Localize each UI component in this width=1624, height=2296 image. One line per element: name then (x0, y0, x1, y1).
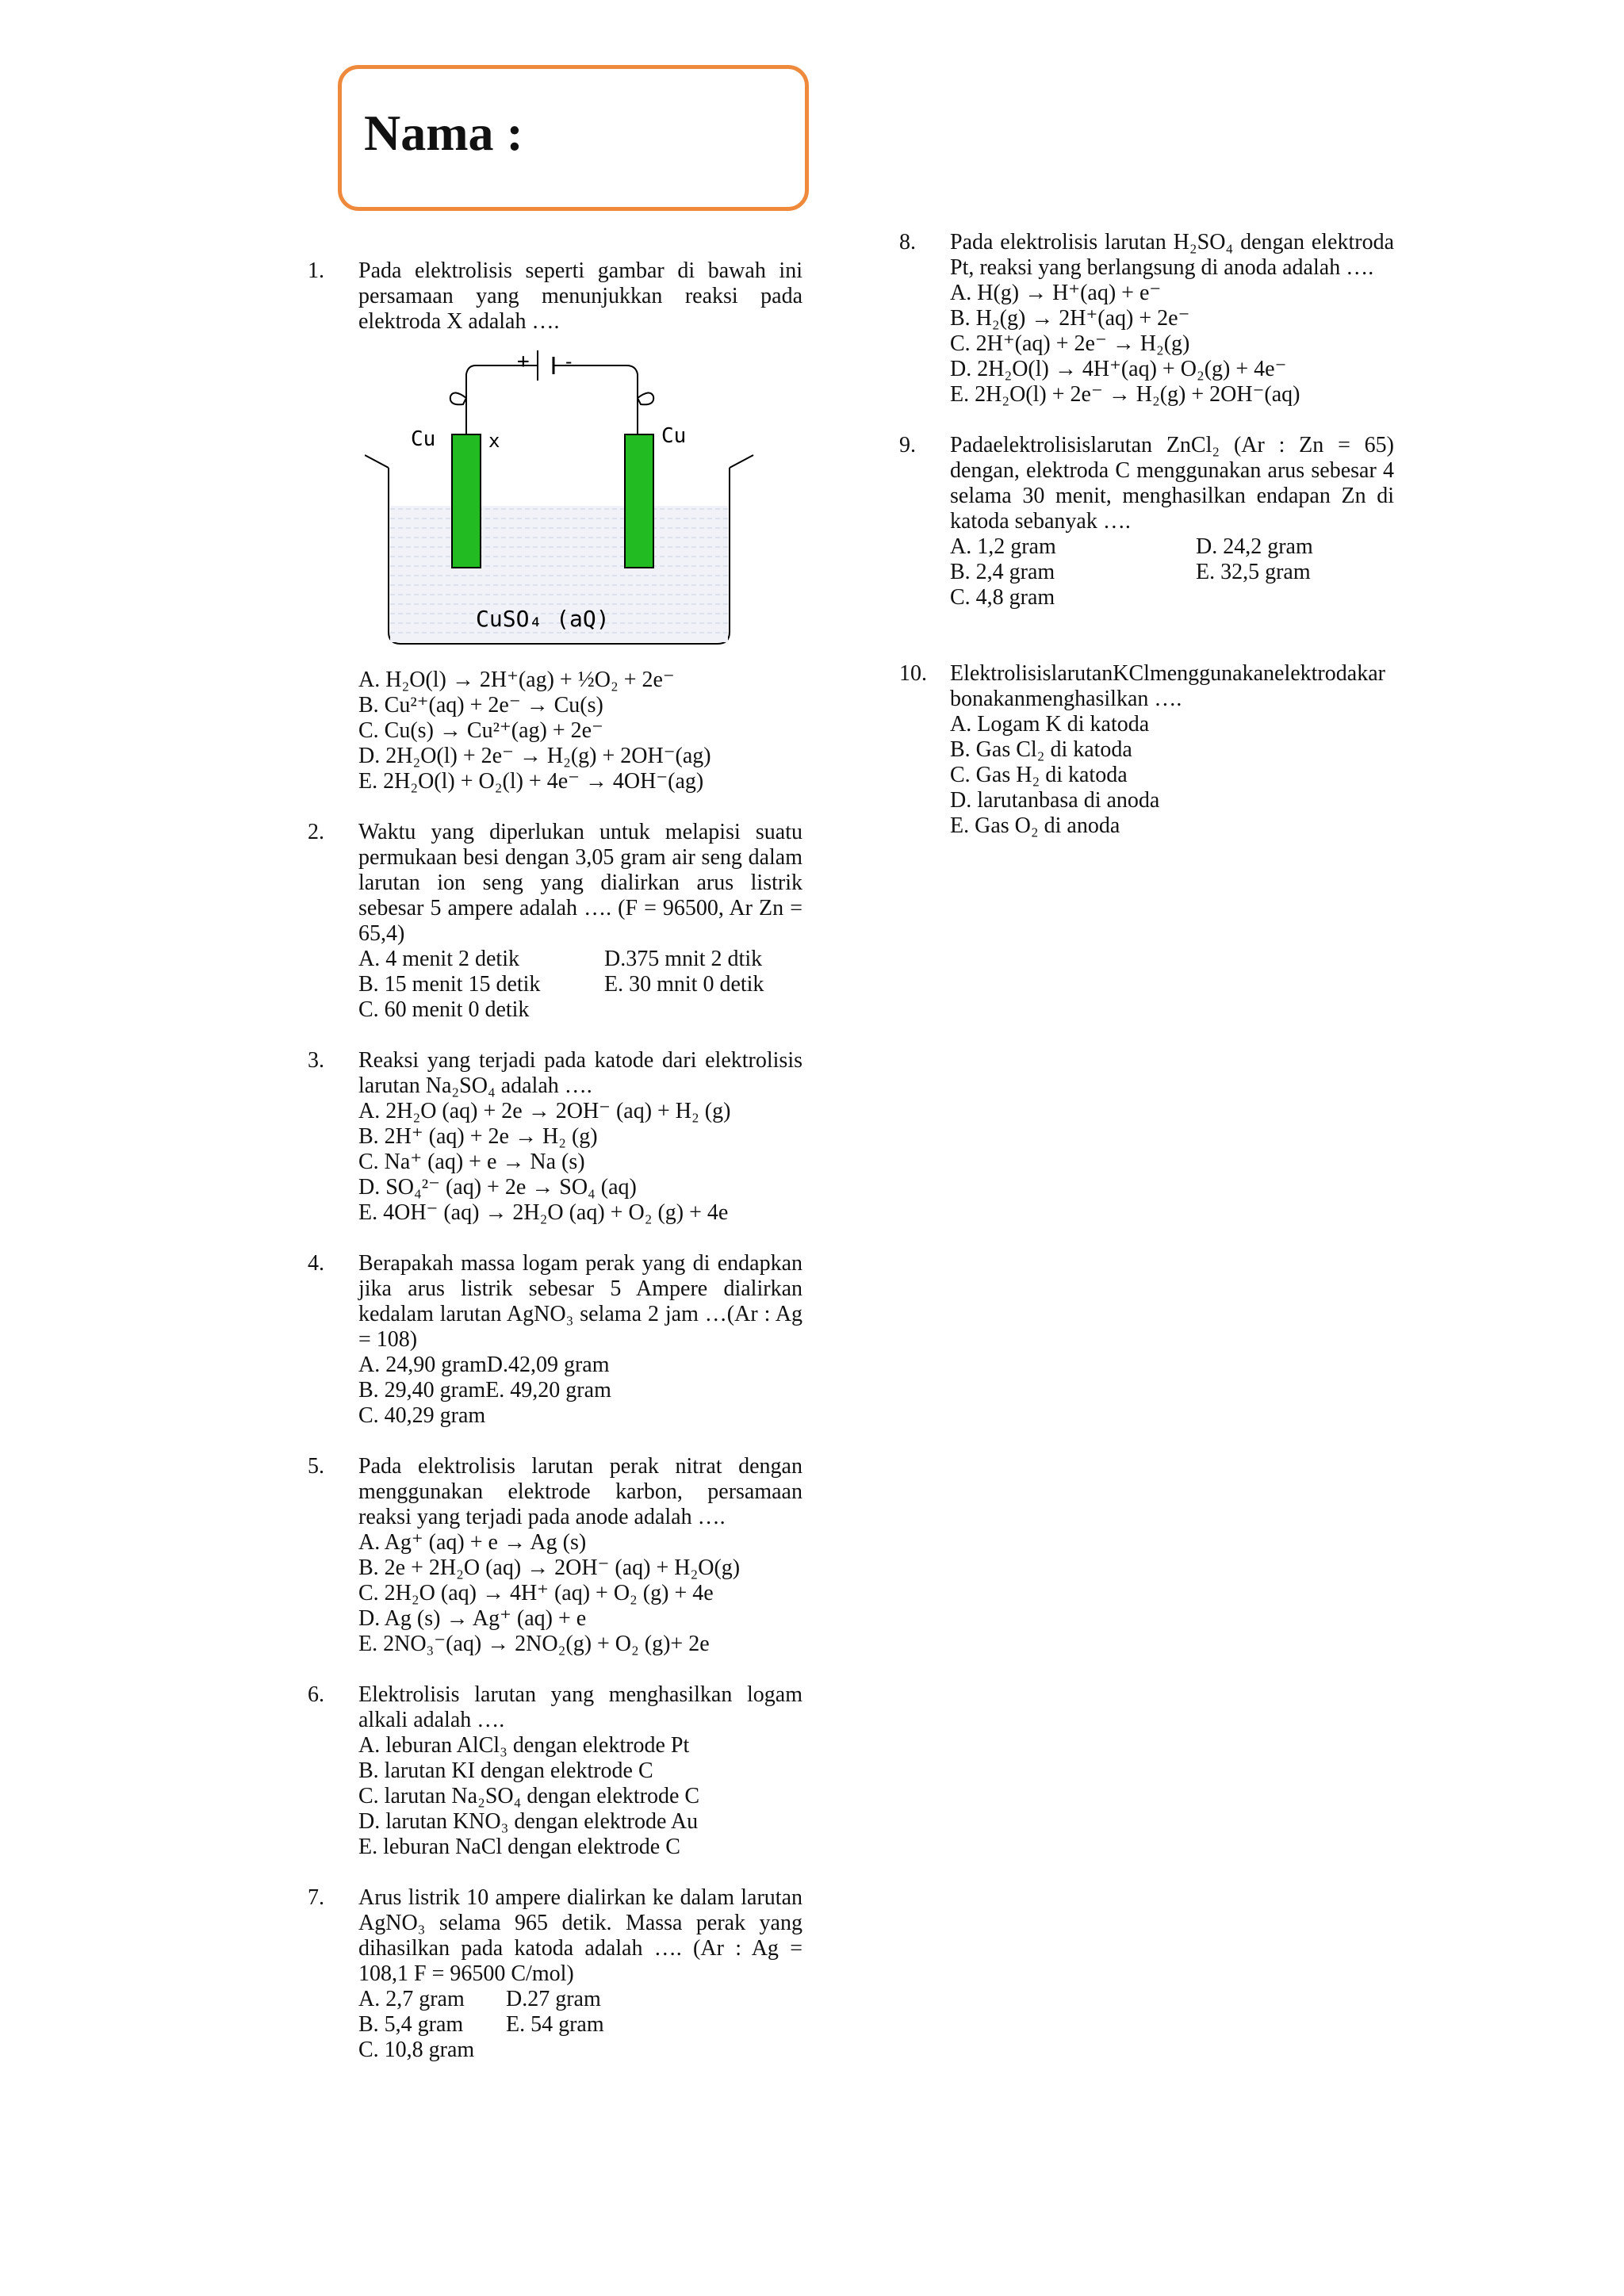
option-d: D. SO₄²⁻ (aq) + 2e → SO₄ (aq) (358, 1175, 637, 1200)
option-a: A. H(g) → H⁺(aq) + e⁻ (950, 281, 1162, 305)
option-c: C. 40,29 gram (358, 1403, 486, 1428)
option-a: A. 2,7 gram (358, 1987, 465, 2011)
option-a: A. 2H₂O (aq) + 2e → 2OH⁻ (aq) + H₂ (g) (358, 1099, 731, 1123)
electrolysis-diagram (365, 350, 761, 652)
option-d: D. 2H₂O(l) → 4H⁺(aq) + O₂(g) + 4e⁻ (950, 357, 1287, 381)
option-c: C. 2H⁺(aq) + 2e⁻ → H₂(g) (950, 331, 1190, 356)
option-e: E. 2H₂O(l) + O₂(l) + 4e⁻ → 4OH⁻(ag) (358, 769, 704, 794)
question-number: 5. (308, 1454, 324, 1479)
question-number: 8. (899, 230, 916, 254)
option-c: C. 2H₂O (aq) → 4H⁺ (aq) + O₂ (g) + 4e (358, 1581, 714, 1605)
question-number: 4. (308, 1251, 324, 1276)
question-1 (308, 258, 802, 794)
question-text: Berapakah massa logam perak yang di endapkan jika arus listrik sebesar 5 Ampere dialirkan kedalam larutan AgNO₃ selama 2 jam …(Ar : Ag = 108) (358, 1251, 802, 1352)
solution-label: CuSO₄ (aQ) (476, 606, 610, 632)
question-4 (308, 1251, 802, 1429)
question-10 (899, 661, 1394, 839)
option-e: E. 30 mnit 0 detik (604, 972, 764, 997)
option-a: A. leburan AlCl₃ dengan elektrode Pt (358, 1733, 690, 1758)
option-d: D. 2H₂O(l) + 2e⁻ → H₂(g) + 2OH⁻(ag) (358, 744, 711, 768)
option-d: D. larutan KNO₃ dengan elektrode Au (358, 1809, 699, 1834)
question-number: 1. (308, 258, 324, 283)
electrode-right-label: Cu (661, 424, 687, 448)
option-e: E. Gas O₂ di anoda (950, 813, 1120, 838)
option-d: D. larutanbasa di anoda (950, 788, 1160, 813)
option-c: C. Cu(s) → Cu²⁺(ag) + 2e⁻ (358, 718, 603, 743)
option-e: E. 2NO₃⁻(aq) → 2NO₂(g) + O₂ (g)+ 2e (358, 1632, 710, 1656)
option-b: B. 2,4 gram (950, 560, 1055, 584)
option-b: B. larutan KI dengan elektrode C (358, 1758, 653, 1783)
option-a: A. 1,2 gram (950, 534, 1056, 559)
option-a: A. Logam K di katoda (950, 712, 1150, 737)
option-c: C. Na⁺ (aq) + e → Na (s) (358, 1150, 585, 1174)
question-number: 2. (308, 820, 324, 844)
option-e: E. 32,5 gram (1196, 560, 1311, 584)
option-b-e: B. 29,40 gramE. 49,20 gram (358, 1378, 611, 1402)
minus-sign: - (563, 350, 575, 373)
option-e: E. 4OH⁻ (aq) → 2H₂O (aq) + O₂ (g) + 4e (358, 1200, 729, 1225)
option-e: E. 54 gram (506, 2012, 604, 2037)
question-text: Pada elektrolisis larutan H₂SO₄ dengan elektroda Pt, reaksi yang berlangsung di anoda adalah …. (950, 230, 1394, 280)
option-d: D.375 mnit 2 dtik (604, 947, 763, 971)
option-b: B. 5,4 gram (358, 2012, 464, 2037)
option-c: C. 60 menit 0 detik (358, 997, 530, 1022)
question-text: Pada elektrolisis larutan perak nitrat dengan menggunakan elektrode karbon, persamaan reaksi yang terjadi pada anode adalah …. (358, 1454, 802, 1529)
option-a: A. 4 menit 2 detik (358, 947, 519, 971)
option-b: B. 2e + 2H₂O (aq) → 2OH⁻ (aq) + H₂O(g) (358, 1556, 741, 1580)
question-text: Arus listrik 10 ampere dialirkan ke dalam larutan AgNO₃ selama 965 detik. Massa perak yang dihasilkan pada katoda adalah …. (Ar : Ag = 108,1 F = 96500 C/mol) (358, 1885, 802, 1986)
option-e: E. leburan NaCl dengan elektrode C (358, 1835, 680, 1859)
question-number: 6. (308, 1682, 324, 1707)
electrode-left (452, 434, 481, 568)
option-c: C. 4,8 gram (950, 585, 1055, 610)
option-e: E. 2H₂O(l) + 2e⁻ → H₂(g) + 2OH⁻(aq) (950, 382, 1300, 407)
name-box (338, 65, 809, 211)
left-column (308, 258, 802, 2063)
question-8 (899, 230, 1394, 408)
question-number: 9. (899, 433, 916, 457)
option-c: C. 10,8 gram (358, 2038, 475, 2062)
electrode-right (625, 434, 653, 568)
question-number: 7. (308, 1885, 324, 1910)
question-7 (308, 1885, 802, 2063)
option-c: C. larutan Na₂SO₄ dengan elektrode C (358, 1784, 700, 1808)
question-3 (308, 1048, 802, 1226)
option-d: D. Ag (s) → Ag⁺ (aq) + e (358, 1606, 587, 1631)
option-b: B. Gas Cl₂ di katoda (950, 737, 1132, 762)
option-d: D.27 gram (506, 1987, 601, 2011)
question-2 (308, 820, 802, 1023)
question-text: Padaelektrolisislarutan ZnCl₂ (Ar : Zn = 65) dengan, elektroda C menggunakan arus sebesar 4 selama 30 menit, menghasilkan endapan Zn di katoda sebanyak …. (950, 433, 1394, 534)
option-c: C. Gas H₂ di katoda (950, 763, 1128, 787)
question-text: ElektrolisislarutanKClmenggunakanelektrodakarbonakanmenghasilkan …. (950, 661, 1385, 711)
option-b: B. H₂(g) → 2H⁺(aq) + 2e⁻ (950, 306, 1190, 331)
question-text: Waktu yang diperlukan untuk melapisi suatu permukaan besi dengan 3,05 gram air seng dalam larutan ion seng yang dialirkan arus listrik sebesar 5 ampere adalah …. (F = 96500, Ar Zn = 65,4) (358, 820, 802, 946)
option-b: B. 15 menit 15 detik (358, 972, 541, 997)
option-a: A. Ag⁺ (aq) + e → Ag (s) (358, 1530, 587, 1555)
option-d: D. 24,2 gram (1196, 534, 1313, 559)
option-a: A. H₂O(l) → 2H⁺(ag) + ½O₂ + 2e⁻ (358, 668, 675, 692)
question-text: Pada elektrolisis seperti gambar di bawah ini persamaan yang menunjukkan reaksi pada elektroda X adalah …. (358, 258, 802, 334)
question-text: Elektrolisis larutan yang menghasilkan logam alkali adalah …. (358, 1682, 802, 1732)
electrode-left-label: Cu (411, 427, 436, 451)
question-6 (308, 1682, 802, 1860)
option-a-d: A. 24,90 gramD.42,09 gram (358, 1353, 610, 1377)
question-number: 3. (308, 1048, 324, 1073)
name-label: Nama : (364, 105, 523, 161)
question-text: Reaksi yang terjadi pada katode dari elektrolisis larutan Na₂SO₄ adalah …. (358, 1048, 802, 1098)
plus-sign: + (517, 350, 530, 373)
question-number: 10. (899, 661, 927, 686)
electrode-x-label: x (488, 430, 500, 452)
option-b: B. 2H⁺ (aq) + 2e → H₂ (g) (358, 1124, 598, 1149)
option-b: B. Cu²⁺(aq) + 2e⁻ → Cu(s) (358, 693, 603, 718)
question-9 (899, 433, 1394, 610)
question-5 (308, 1454, 802, 1657)
right-column (899, 230, 1394, 839)
